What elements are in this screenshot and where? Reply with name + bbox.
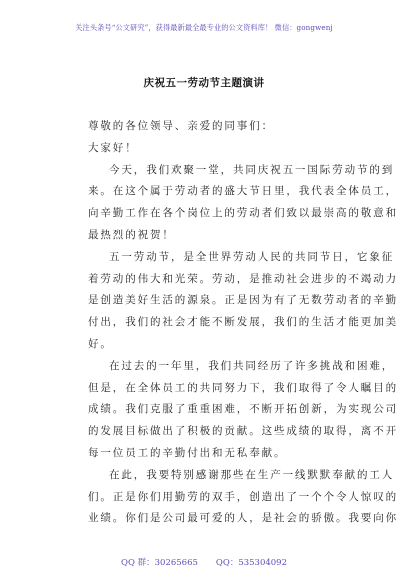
- text-line: 在过去的一年里，我们共同经历了许多挑战和困难，: [109, 359, 395, 372]
- paragraph-3: [88, 356, 398, 465]
- paragraph-4: [88, 465, 398, 530]
- text-line: 着劳动的伟大和光荣。劳动，是推动社会进步的不竭动力: [88, 272, 398, 285]
- text-line: 向辛勤工作在各个岗位上的劳动者们致以最崇高的敬意和: [88, 207, 398, 220]
- text-line: 们。正是你们用勤劳的双手，创造出了一个个令人惊叹的: [88, 490, 398, 503]
- text-line: 大家好！: [88, 141, 138, 154]
- text-line: 来。在这个属于劳动者的盛大节日里，我代表全体员工，: [88, 185, 398, 198]
- text-line: 业绩。你们是公司最可爱的人，是社会的骄傲。我要向你: [88, 512, 398, 525]
- text-line: 是创造美好生活的源泉。正是因为有了无数劳动者的辛勤: [88, 294, 398, 307]
- paragraph-greeting: [88, 138, 336, 160]
- document-body: [88, 116, 398, 530]
- paragraph-2: [88, 247, 398, 356]
- text-line: 付出，我们的社会才能不断发展，我们的生活才能更加美: [88, 316, 398, 329]
- text-line: 在此，我要特别感谢那些在生产一线默默奉献的工人: [109, 468, 395, 481]
- text-line: 最热烈的祝贺！: [88, 228, 175, 241]
- text-line: 但是，在全体员工的共同努力下，我们取得了令人瞩目的: [88, 381, 398, 394]
- footer-qq-number: QQ：535304092: [215, 558, 287, 568]
- text-line: 的发展目标做出了积极的贡献。这些成绩的取得，离不开: [88, 425, 398, 438]
- text-line: 成绩。我们克服了重重困难，不断开拓创新，为实现公司: [88, 403, 398, 416]
- paragraph-1: [88, 160, 398, 247]
- text-line: 尊敬的各位领导、亲爱的同事们：: [88, 120, 274, 132]
- text-line: 今天，我们欢聚一堂，共同庆祝五一国际劳动节的到: [109, 163, 395, 176]
- text-line: 五一劳动节，是全世界劳动人民的共同节日，它象征: [109, 250, 395, 263]
- text-line: 好。: [88, 337, 113, 350]
- document-title: 庆祝五一劳动节主题演讲: [143, 77, 265, 89]
- text-line: 每一位员工的辛勤付出和无私奉献。: [88, 446, 287, 459]
- footer-qq-group: QQ 群：30265665: [120, 558, 198, 568]
- header-banner: 关注头条号“公文研究”，获得最新最全最专业的公文资料库！ 微信：gongwenj: [75, 23, 333, 32]
- paragraph-salutation: [88, 116, 336, 138]
- footer-contact: [0, 556, 408, 568]
